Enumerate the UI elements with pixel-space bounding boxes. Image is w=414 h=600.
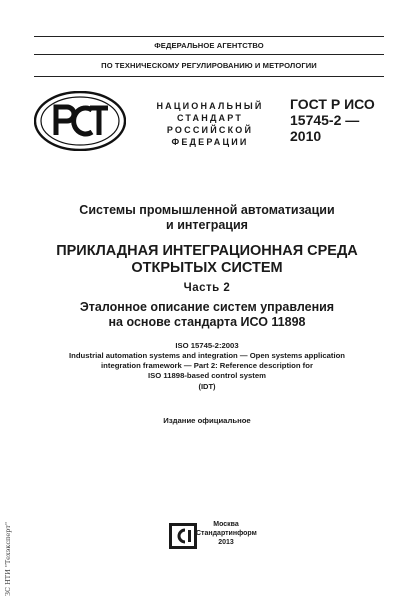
agency-line-1: ФЕДЕРАЛЬНОЕ АГЕНТСТВО — [154, 41, 264, 50]
part-label: Часть 2 — [183, 282, 231, 294]
publisher-city: Москва — [213, 521, 239, 528]
subtitle-line-1: Эталонное описание систем управления — [79, 300, 335, 314]
iso-title-line-1: Industrial automation systems and integration — Open systems application — [69, 351, 345, 360]
national-line-2: СТАНДАРТ — [176, 113, 244, 123]
series-title — [20, 203, 394, 233]
standard-number-line-3: 2010 — [290, 128, 322, 144]
publisher-block — [196, 520, 256, 547]
main-title — [20, 243, 394, 277]
rst-certification-mark-icon — [34, 91, 126, 151]
publisher-year: 2013 — [218, 539, 234, 546]
agency-line-2: ПО ТЕХНИЧЕСКОМУ РЕГУЛИРОВАНИЮ И МЕТРОЛОГИИ — [101, 61, 317, 70]
middle-rule — [34, 54, 384, 55]
main-title-line-1: ПРИКЛАДНАЯ ИНТЕГРАЦИОННАЯ СРЕДА — [56, 243, 358, 259]
main-title-line-2: ОТКРЫТЫХ СИСТЕМ — [131, 260, 283, 276]
standartinform-logo-icon — [168, 522, 198, 550]
edition-label: Издание официальное — [163, 416, 251, 425]
series-title-line-2: и интеграция — [166, 218, 248, 232]
national-standard-label — [150, 100, 270, 148]
side-watermark — [4, 520, 16, 596]
idt-label: (IDT) — [198, 382, 216, 391]
national-line-4: ФЕДЕРАЦИИ — [171, 137, 249, 147]
iso-title-line-2: integration framework — Part 2: Reference description for — [101, 361, 313, 370]
subtitle-line-2: на основе стандарта ИСО 11898 — [108, 315, 306, 329]
publisher-name: Стандартинформ — [196, 530, 257, 537]
iso-title-line-3: ISO 11898-based control system — [148, 371, 266, 380]
standard-number-line-1: ГОСТ Р ИСО — [290, 96, 375, 112]
iso-ref-number: ISO 15745-2:2003 — [175, 341, 239, 350]
national-line-1: НАЦИОНАЛЬНЫЙ — [156, 101, 264, 111]
standard-number-line-2: 15745-2 — — [290, 112, 360, 128]
watermark-text: ЗС НТИ "Техэксперт" — [4, 522, 12, 596]
lower-rule — [34, 76, 384, 77]
subtitle — [20, 300, 394, 330]
series-title-line-1: Системы промышленной автоматизации — [79, 203, 335, 217]
national-line-3: РОССИЙСКОЙ — [166, 125, 254, 135]
standard-number — [290, 96, 390, 144]
top-rule — [34, 36, 384, 37]
iso-reference — [20, 341, 394, 381]
